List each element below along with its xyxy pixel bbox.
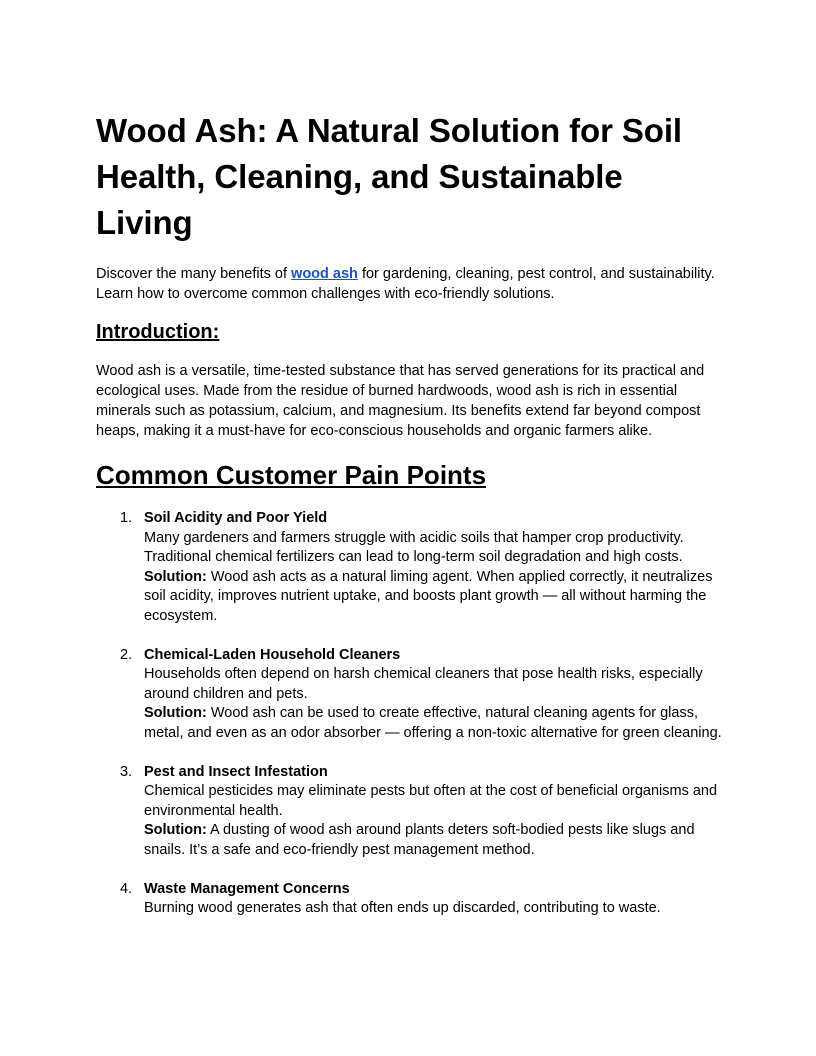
list-item bbox=[96, 509, 726, 626]
wood-ash-link[interactable]: wood ash bbox=[291, 266, 358, 282]
solution-label: Solution: bbox=[144, 705, 207, 721]
list-item-number: 2. bbox=[120, 646, 133, 663]
list-item-title: Chemical-Laden Household Cleaners bbox=[144, 646, 401, 663]
list-item-description: Burning wood generates ash that often ends up discarded, contributing to waste. bbox=[144, 900, 661, 916]
list-item-title: Soil Acidity and Poor Yield bbox=[144, 510, 328, 526]
solution-text: Wood ash acts as a natural liming agent. When applied correctly, it neutralizes soil acidity, improves nutrient uptake, and boosts plant growth — all without harming the ecosystem. bbox=[144, 568, 713, 624]
lead-paragraph bbox=[96, 264, 726, 304]
pain-points-list bbox=[96, 509, 726, 938]
list-item bbox=[96, 880, 726, 919]
document-page bbox=[96, 108, 726, 916]
lead-text-before: Discover the many benefits of bbox=[96, 266, 292, 282]
list-item-solution bbox=[144, 704, 726, 743]
list-item-number: 3. bbox=[120, 763, 133, 780]
list-item-title: Pest and Insect Infestation bbox=[144, 763, 328, 780]
solution-text: A dusting of wood ash around plants deters soft-bodied pests like slugs and snails. It’s a safe and eco-friendly pest management method. bbox=[144, 822, 695, 858]
list-item bbox=[96, 763, 726, 861]
solution-text: Wood ash can be used to create effective, natural cleaning agents for glass, metal, and even as an odor absorber — offering a non-toxic alternative for green cleaning. bbox=[144, 705, 722, 741]
list-item-number: 1. bbox=[120, 510, 133, 526]
list-item-description: Many gardeners and farmers struggle with acidic soils that hamper crop productivity. Traditional chemical fertilizers can lead to long-term soil degradation and high costs. bbox=[144, 529, 684, 565]
document-title: Wood Ash: A Natural Solution for Soil Health, Cleaning, and Sustainable Living bbox=[96, 112, 682, 241]
list-item-solution bbox=[144, 821, 726, 860]
introduction-heading: Introduction: bbox=[96, 321, 220, 343]
list-item-number: 4. bbox=[120, 880, 133, 897]
list-item-title: Waste Management Concerns bbox=[144, 880, 350, 897]
pain-points-heading: Common Customer Pain Points bbox=[96, 460, 487, 490]
solution-label: Solution: bbox=[144, 822, 207, 838]
introduction-text: Wood ash is a versatile, time-tested substance that has served generations for its practical and ecological uses. Made from the residue of burned hardwoods, wood ash is rich in essential minerals such as potassium, calcium, and magnesium. Its benefits extend far beyond compost heaps, making it a must-have for eco-conscious households and organic farmers alike. bbox=[96, 363, 705, 439]
list-item bbox=[96, 646, 726, 744]
list-item-description: Households often depend on harsh chemical cleaners that pose health risks, especially around children and pets. bbox=[144, 666, 703, 702]
solution-label: Solution: bbox=[144, 568, 207, 585]
list-item-description: Chemical pesticides may eliminate pests but often at the cost of beneficial organisms and environmental health. bbox=[144, 783, 718, 819]
list-item-solution bbox=[144, 568, 726, 627]
lead-text-after: for gardening, cleaning, pest control, and sustainability. Learn how to overcome common challenges with eco-friendly solutions. bbox=[96, 266, 715, 302]
